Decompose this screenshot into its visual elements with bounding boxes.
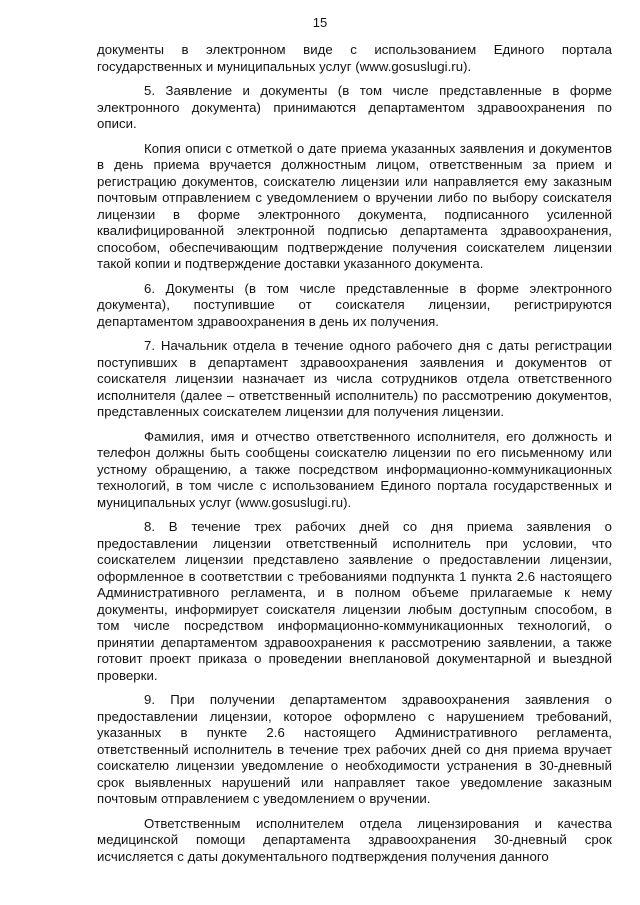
paragraph-deadline: Ответственным исполнителем отдела лицензирования и качества медицинской помощи департамента здравоохранения 30-дневный срок исчисляется с даты документального подтверждения получения данного <box>97 815 612 864</box>
paragraph-item-8: 8. В течение трех рабочих дней со дня приема заявления о предоставлении лицензии ответственный исполнитель при условии, что соискателем лицензии представлено заявление о предоставлении лицензии, оформленное в соответствии с требованиями подпункта 1 пункта 2.6 настоящего Административного регламента, и в полном объеме прилагаемые к нему документы, информирует соискателя лицензии любым доступным способом, в том числе посредством информационно-коммуникационных технологий, о принятии департаментом здравоохранения к рассмотрению заявлении, а также готовит проект приказа о проведении внеплановой документарной и выездной проверки. <box>97 519 612 683</box>
paragraph-item-7: 7. Начальник отдела в течение одного рабочего дня с даты регистрации поступивших в департамент здравоохранения заявления и документов от соискателя лицензии назначает из числа сотрудников отдела ответственного исполнителя (далее – ответственный исполнитель) по рассмотрению документов, представленных соискателем лицензии для получения лицензии. <box>97 338 612 419</box>
paragraph-inventory-copy: Копия описи с отметкой о дате приема указанных заявления и документов в день приема вручается должностным лицом, ответственным за прием и регистрацию документов, соискателю лицензии или направляется ему заказным почтовым отправлением с уведомлением о вручении либо по выбору соискателя лицензии в форме электронного документа, подписанного усиленной квалифицированной электронной подписью департамента здравоохранения, способом, обеспечивающим подтверждение получения соискателем лицензии такой копии и подтверждение доставки указанного документа. <box>97 140 612 271</box>
page-number: 15 <box>312 15 328 30</box>
paragraph-item-6: 6. Документы (в том числе представленные в форме электронного документа), поступившие от соискателя лицензии, регистрируются департаментом здравоохранения в день их получения. <box>97 280 612 329</box>
paragraph-item-5: 5. Заявление и документы (в том числе представленные в форме электронного документа) принимаются департаментом здравоохранения по описи. <box>97 83 612 131</box>
document-body <box>97 42 612 873</box>
paragraph-item-9: 9. При получении департаментом здравоохранения заявления о предоставлении лицензии, которое оформлено с нарушением требований, указанных в пункте 2.6 настоящего Административного регламента, ответственный исполнитель в течение трех рабочих дней со дня приема вручает соискателю лицензии уведомление о необходимости устранения в 30-дневный срок выявленных нарушений или направляет такое уведомление заказным почтовым отправлением с уведомлением о вручении. <box>97 692 612 806</box>
paragraph-continuation: документы в электронном виде с использованием Единого портала государственных и муниципальных услуг (www.gosuslugi.ru). <box>97 42 612 74</box>
paragraph-executor-contact: Фамилия, имя и отчество ответственного исполнителя, его должность и телефон должны быть сообщены соискателю лицензии по его письменному или устному обращению, а также посредством информационно-коммуникационных технологий, в том числе с использованием Единого портала государственных и муниципальных услуг (www.gosuslugi.ru). <box>97 428 612 510</box>
